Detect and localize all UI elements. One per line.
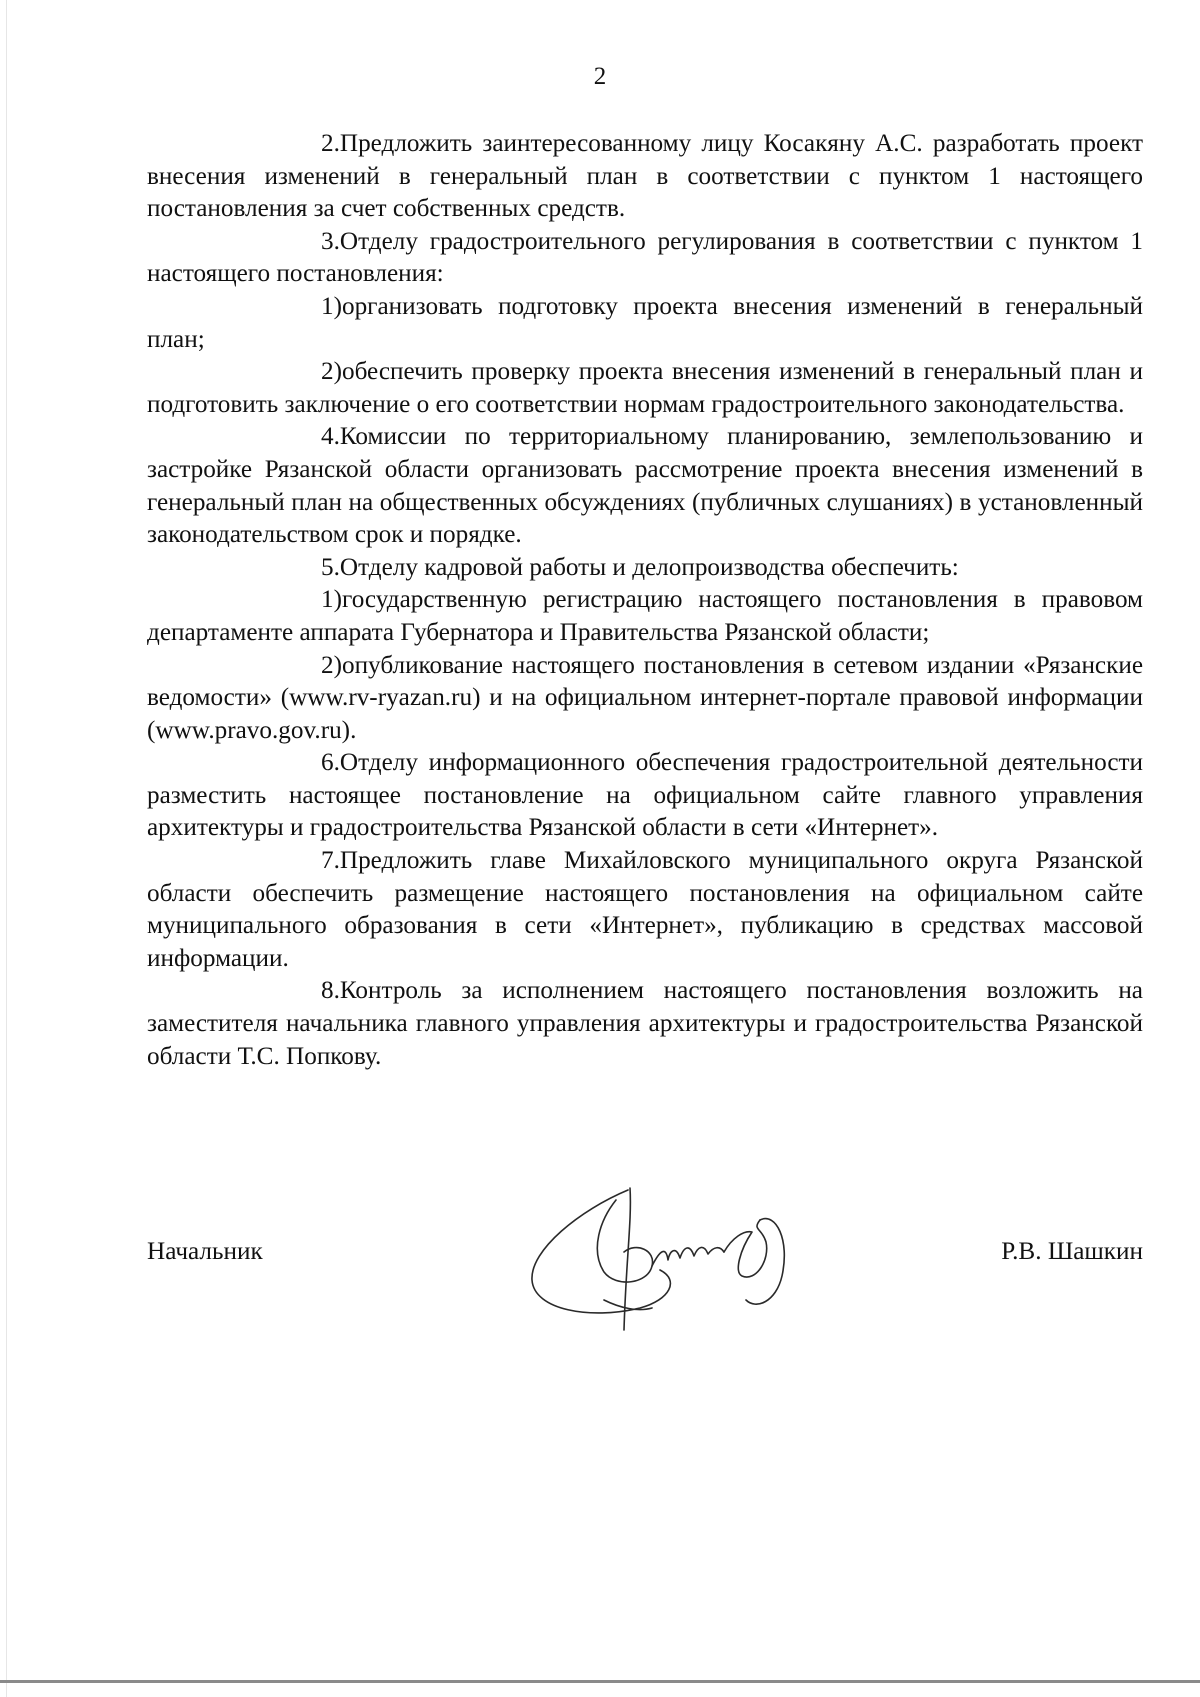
paragraph-marker: 8. xyxy=(321,977,340,1005)
paragraph-text: Отделу градостроительного регулирования в соответствии с пунктом 1 настоящего постановления: xyxy=(147,227,1143,288)
signature-block xyxy=(147,1236,1143,1276)
paragraph-8 xyxy=(147,975,1143,1073)
subparagraph-5-2 xyxy=(147,650,1143,748)
paragraph-marker: 3. xyxy=(321,227,340,255)
paragraph-7 xyxy=(147,845,1143,975)
subparagraph-marker: 2) xyxy=(321,651,342,679)
paragraph-4 xyxy=(147,421,1143,551)
subparagraph-marker: 1) xyxy=(321,292,342,320)
paragraph-text: опубликование настоящего постановления в сетевом издании «Рязанские ведомости» (www.rv-ryazan.ru) и на официальном интернет-портале правовой информации (www.pravo.gov.ru). xyxy=(147,651,1143,744)
document-body xyxy=(147,128,1143,1073)
paragraph-marker: 2. xyxy=(321,130,340,157)
paragraph-6 xyxy=(147,747,1143,845)
paragraph-5 xyxy=(147,552,1143,585)
paragraph-text: Отделу кадровой работы и делопроизводства обеспечить: xyxy=(339,553,959,581)
paragraph-text: Предложить заинтересованному лицу Косакяну А.С. разработать проект внесения изменений в генеральный план в соответствии с пунктом 1 настоящего постановления за счет собственных средств. xyxy=(147,130,1143,223)
subparagraph-3-2 xyxy=(147,356,1143,421)
paragraph-text: Отделу информационного обеспечения градостроительной деятельности разместить настоящее постановление на официальном сайте главного управления архитектуры и градостроительства Рязанской области в сети «Интернет». xyxy=(147,749,1143,842)
subparagraph-3-1 xyxy=(147,291,1143,356)
scan-edge xyxy=(6,0,7,1697)
paragraph-text: Предложить главе Михайловского муниципального округа Рязанской области обеспечить размещение настоящего постановления на официальном сайте муниципального образования в сети «Интернет», публикацию в средствах массовой информации. xyxy=(147,847,1143,972)
scan-border xyxy=(0,1680,1200,1683)
subparagraph-5-1 xyxy=(147,584,1143,649)
paragraph-text: государственную регистрацию настоящего постановления в правовом департаменте аппарата Губернатора и Правительства Рязанской области; xyxy=(147,586,1143,646)
paragraph-text: Комиссии по территориальному планированию, землепользованию и застройке Рязанской области организовать рассмотрение проекта внесения изменений в генеральный план на общественных обсуждениях (публичных слушаниях) в установленный законодательством срок и порядке. xyxy=(147,423,1143,549)
signer-name: Р.В. Шашкин xyxy=(1001,1238,1143,1265)
paragraph-marker: 5. xyxy=(321,553,340,581)
page-number: 2 xyxy=(593,63,607,90)
paragraph-marker: 6. xyxy=(321,749,340,777)
signer-position: Начальник xyxy=(147,1238,263,1265)
paragraph-marker: 7. xyxy=(321,847,340,875)
paragraph-text: обеспечить проверку проекта внесения изменений в генеральный план и подготовить заключение о его соответствии нормам градостроительного законодательства. xyxy=(147,358,1143,418)
subparagraph-marker: 2) xyxy=(321,358,342,386)
paragraph-text: организовать подготовку проекта внесения изменений в генеральный план; xyxy=(147,292,1143,353)
paragraph-marker: 4. xyxy=(321,423,340,451)
paragraph-2 xyxy=(147,128,1143,226)
subparagraph-marker: 1) xyxy=(321,586,342,614)
paragraph-text: Контроль за исполнением настоящего постановления возложить на заместителя начальника главного управления архитектуры и градостроительства Рязанской области Т.С. Попкову. xyxy=(147,977,1143,1070)
paragraph-3 xyxy=(147,226,1143,291)
